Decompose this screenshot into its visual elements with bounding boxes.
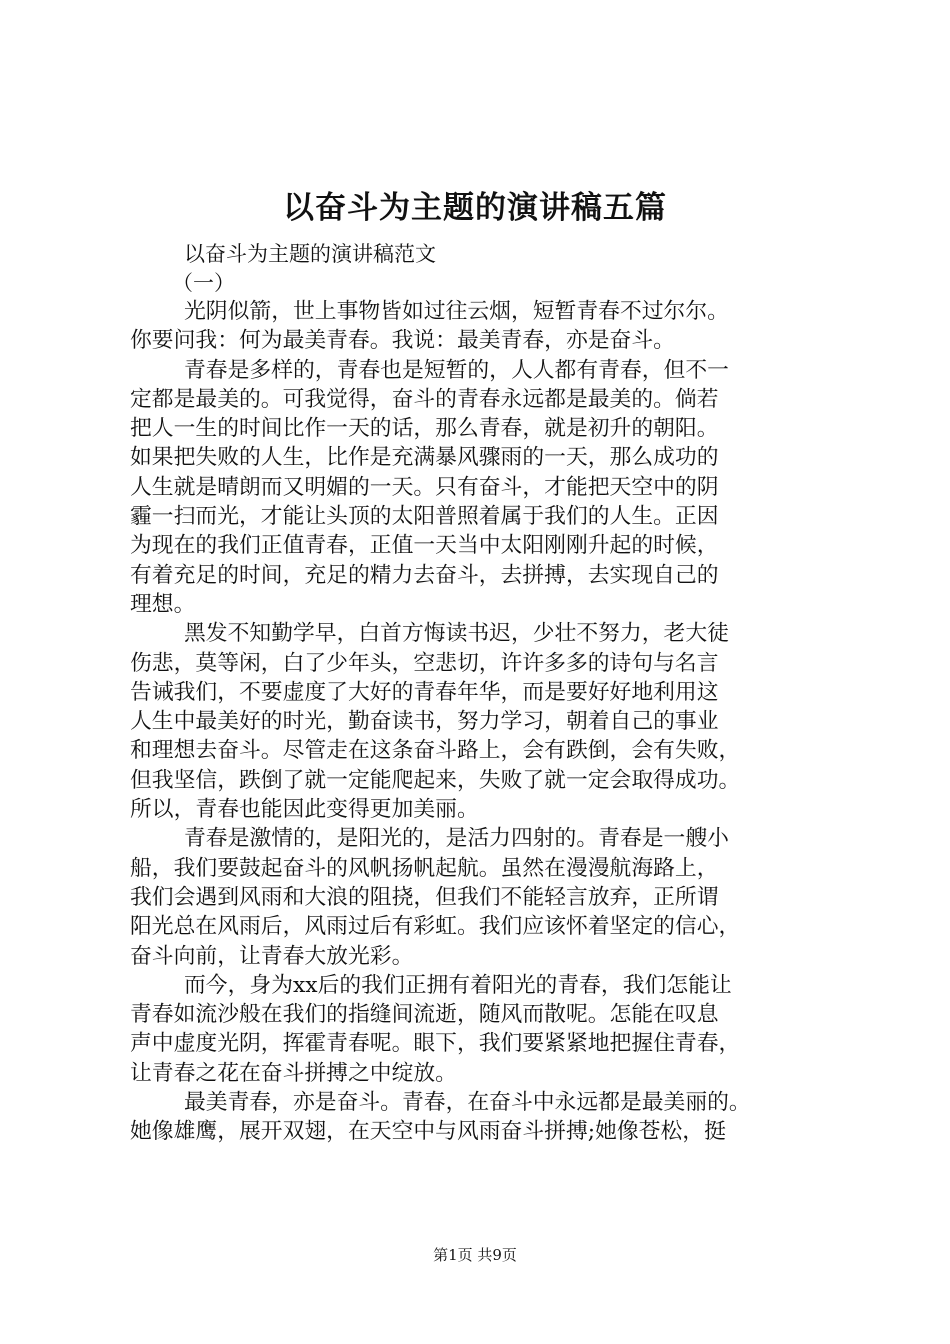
- body-line: 青春如流沙般在我们的指缝间流逝，随风而散呢。怎能在叹息: [130, 1002, 719, 1028]
- body-line: 她像雄鹰，展开双翅，在天空中与风雨奋斗拼搏;她像苍松，挺: [130, 1119, 726, 1145]
- body-line: 如果把失败的人生，比作是充满暴风骤雨的一天，那么成功的: [130, 445, 719, 471]
- document-subtitle: 以奋斗为主题的演讲稿范文: [184, 242, 436, 266]
- body-line: 声中虚度光阴，挥霍青春呢。眼下，我们要紧紧地把握住青春，: [130, 1031, 741, 1057]
- body-line: 黑发不知勤学早，白首方悔读书迟，少壮不努力，老大徒: [184, 621, 729, 647]
- body-line: 所以，青春也能因此变得更加美丽。: [130, 797, 479, 823]
- body-line: 奋斗向前，让青春大放光彩。: [130, 943, 414, 969]
- page-footer: 第1页 共9页: [433, 1246, 517, 1264]
- body-line: 告诫我们，不要虚度了大好的青春年华，而是要好好地利用这: [130, 679, 719, 705]
- body-line: 和理想去奋斗。尽管走在这条奋斗路上，会有跌倒，会有失败，: [130, 738, 741, 764]
- body-line: 而今，身为xx后的我们正拥有着阳光的青春，我们怎能让: [184, 972, 732, 998]
- body-line: 理想。: [130, 591, 196, 617]
- body-line: 我们会遇到风雨和大浪的阻挠，但我们不能轻言放弃，正所谓: [130, 884, 719, 910]
- body-line: 你要问我：何为最美青春。我说：最美青春，亦是奋斗。: [130, 328, 675, 354]
- body-line: 霾一扫而光，才能让头顶的太阳普照着属于我们的人生。正因: [130, 504, 719, 530]
- body-line: 为现在的我们正值青春，正值一天当中太阳刚刚升起的时候，: [130, 533, 719, 559]
- body-line: 青春是激情的，是阳光的，是活力四射的。青春是一艘小: [184, 826, 729, 852]
- body-line: 光阴似箭，世上事物皆如过往云烟，短暂青春不过尔尔。: [184, 299, 729, 324]
- document-title: 以奋斗为主题的演讲稿五篇: [283, 190, 667, 226]
- body-line: 阳光总在风雨后，风雨过后有彩虹。我们应该怀着坚定的信心，: [130, 914, 741, 940]
- body-line: 但我坚信，跌倒了就一定能爬起来，失败了就一定会取得成功。: [130, 767, 741, 793]
- body-line: 船，我们要鼓起奋斗的风帆扬帆起航。虽然在漫漫航海路上，: [130, 855, 719, 881]
- body-line: 把人一生的时间比作一天的话，那么青春，就是初升的朝阳。: [130, 416, 719, 442]
- body-line: 定都是最美的。可我觉得，奋斗的青春永远都是最美的。倘若: [130, 386, 719, 412]
- body-line: 人生就是晴朗而又明媚的一天。只有奋斗，才能把天空中的阴: [130, 474, 719, 500]
- section-label: （一）: [172, 271, 235, 295]
- body-line: 伤悲，莫等闲，白了少年头，空悲切，许许多多的诗句与名言: [130, 650, 719, 676]
- body-line: 有着充足的时间，充足的精力去奋斗，去拼搏，去实现自己的: [130, 562, 719, 588]
- document-body: [130, 297, 830, 1147]
- body-line: 人生中最美好的时光，勤奋读书，努力学习，朝着自己的事业: [130, 709, 719, 735]
- body-line: 最美青春，亦是奋斗。青春，在奋斗中永远都是最美丽的。: [184, 1090, 751, 1116]
- body-line: 青春是多样的，青春也是短暂的，人人都有青春，但不一: [184, 357, 729, 383]
- body-line: 让青春之花在奋斗拼搏之中绽放。: [130, 1060, 457, 1086]
